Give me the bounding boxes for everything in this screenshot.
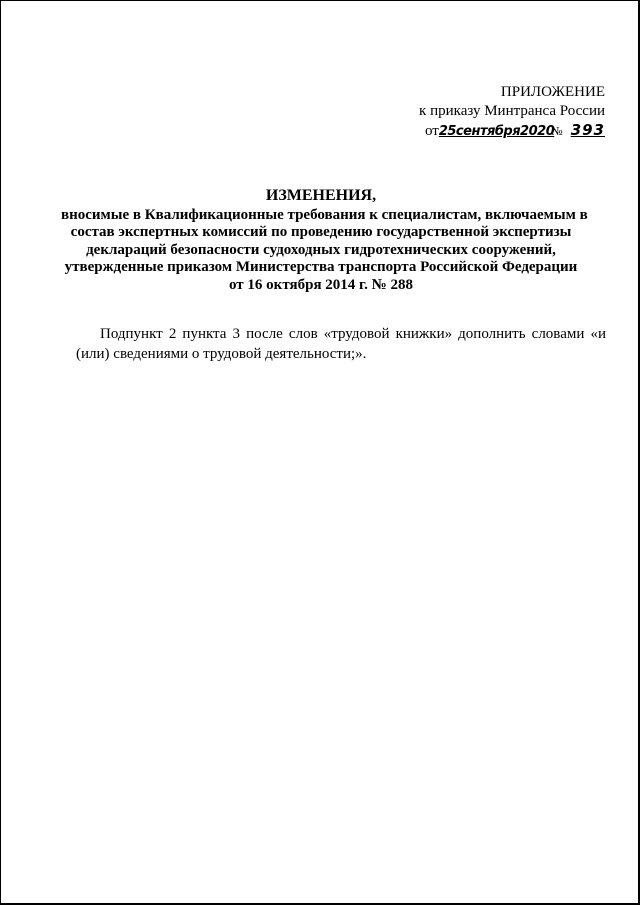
appendix-title: ПРИЛОЖЕНИЕ — [500, 84, 605, 100]
from-prefix: от — [424, 123, 439, 139]
appendix-date-number-line — [419, 121, 605, 141]
heading-line: утвержденные приказом Министерства транспорта Российской Федерации — [64, 259, 578, 276]
number-sign: № — [551, 124, 563, 138]
heading-line: вносимые в Квалификационные требования к специалистам, включаемым в — [61, 206, 588, 223]
handwritten-order-number: 393 — [570, 121, 605, 139]
heading-title: ИЗМЕНЕНИЯ, — [265, 187, 377, 204]
heading-line: деклараций безопасности судоходных гидротехнических сооружений, — [86, 241, 556, 258]
heading-line: от 16 октября 2014 г. № 288 — [229, 276, 413, 293]
appendix-order-reference: к приказу Минтранса России — [419, 103, 605, 119]
appendix-block — [419, 83, 605, 141]
handwritten-date: 25сентября2020 — [438, 124, 555, 139]
body-paragraph: Подпункт 2 пункта 3 после слов «трудовой книжки» дополнить словами «и (или) сведениями о трудовой деятельности;». — [76, 326, 606, 362]
document-heading — [61, 187, 588, 295]
heading-line: состав экспертных комиссий по проведению государственной экспертизы — [70, 224, 572, 241]
